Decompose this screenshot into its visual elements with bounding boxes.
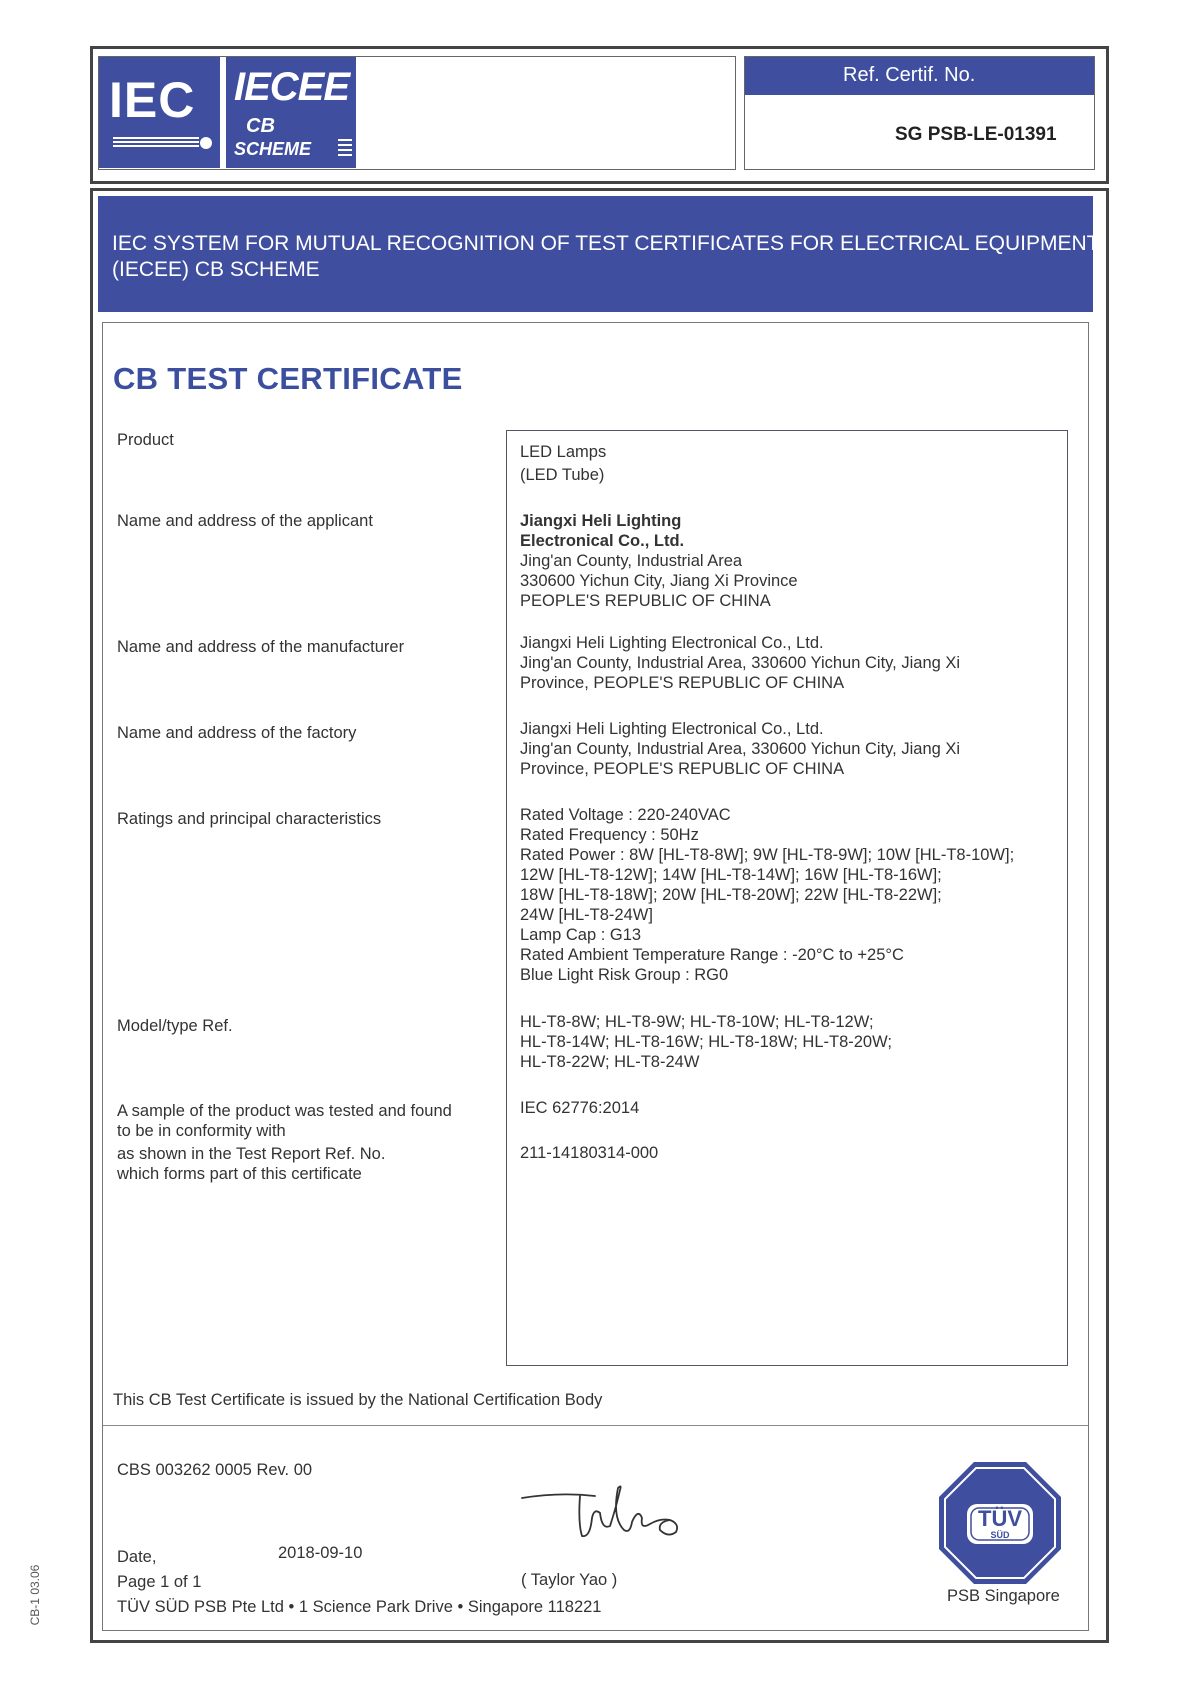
- value-applicant-name-line1: Jiangxi Heli Lighting: [520, 512, 682, 530]
- scheme-logo-text: SCHEME: [234, 139, 312, 159]
- value-product-line2: (LED Tube): [520, 466, 605, 484]
- value-applicant-line5: PEOPLE'S REPUBLIC OF CHINA: [520, 592, 771, 610]
- psb-singapore: PSB Singapore: [947, 1587, 1060, 1605]
- iec-logo-text: IEC: [109, 72, 196, 128]
- system-banner-line2: (IECEE) CB SCHEME: [112, 258, 320, 281]
- value-model: [520, 1012, 892, 1072]
- value-report-number: 211-14180314-000: [520, 1144, 659, 1162]
- label-product: Product: [117, 431, 174, 449]
- certificate-title: CB TEST CERTIFICATE: [113, 361, 463, 396]
- value-applicant-line3: Jing'an County, Industrial Area: [520, 552, 743, 570]
- value-ratings-line7: Lamp Cap : G13: [520, 926, 642, 944]
- value-standard: IEC 62776:2014: [520, 1099, 640, 1117]
- ref-certif-box: [744, 56, 1095, 170]
- value-manufacturer: [520, 633, 960, 693]
- label-factory: Name and address of the factory: [117, 724, 357, 742]
- label-manufacturer: Name and address of the manufacturer: [117, 638, 405, 656]
- label-applicant: Name and address of the applicant: [117, 512, 373, 530]
- tuv-sud-logo: [937, 1460, 1063, 1586]
- value-ratings-line4: 12W [HL-T8-12W]; 14W [HL-T8-14W]; 16W [HL-T8-16W];: [520, 866, 942, 884]
- form-code: CB-1 03.06: [28, 1564, 42, 1626]
- value-ratings: [520, 805, 1014, 985]
- value-applicant-name-line2: Electronical Co., Ltd.: [520, 532, 685, 550]
- value-product: [520, 441, 606, 487]
- value-product-line1: LED Lamps: [520, 443, 607, 461]
- issuer-address: TÜV SÜD PSB Pte Ltd • 1 Science Park Drive • Singapore 118221: [117, 1598, 602, 1616]
- cb-logo-text: CB: [246, 115, 275, 137]
- iecee-logo-text: IECEE: [234, 65, 350, 109]
- value-ratings-line6: 24W [HL-T8-24W]: [520, 906, 653, 924]
- date-value: 2018-09-10: [278, 1544, 363, 1562]
- label-report-line2: which forms part of this certificate: [117, 1165, 362, 1183]
- value-factory-line2: Jing'an County, Industrial Area, 330600 Yichun City, Jiang Xi: [520, 740, 961, 758]
- iec-logo-dot: [200, 137, 212, 149]
- label-sample: [117, 1101, 452, 1184]
- separator-1: [103, 1425, 1088, 1426]
- value-ratings-line3: Rated Power : 8W [HL-T8-8W]; 9W [HL-T8-9W]; 10W [HL-T8-10W];: [520, 846, 1015, 864]
- ref-certif-label: Ref. Certif. No.: [843, 64, 976, 86]
- date-label: Date,: [117, 1548, 157, 1566]
- value-ratings-line9: Blue Light Risk Group : RG0: [520, 966, 729, 984]
- iec-logo: [99, 57, 220, 168]
- iecee-cb-scheme-logo: [226, 57, 356, 168]
- system-banner-line1: IEC SYSTEM FOR MUTUAL RECOGNITION OF TEST CERTIFICATES FOR ELECTRICAL EQUIPMENT: [112, 232, 1100, 255]
- ref-certif-label-bar: [745, 57, 1094, 95]
- value-ratings-line1: Rated Voltage : 220-240VAC: [520, 806, 731, 824]
- value-manufacturer-line3: Province, PEOPLE'S REPUBLIC OF CHINA: [520, 674, 845, 692]
- label-sample-line2: to be in conformity with: [117, 1122, 286, 1140]
- value-applicant: [520, 511, 798, 611]
- value-model-line2: HL-T8-14W; HL-T8-16W; HL-T8-18W; HL-T8-20W;: [520, 1033, 892, 1051]
- value-manufacturer-line2: Jing'an County, Industrial Area, 330600 Yichun City, Jiang Xi: [520, 654, 961, 672]
- label-ratings: Ratings and principal characteristics: [117, 810, 382, 828]
- value-ratings-line5: 18W [HL-T8-18W]; 20W [HL-T8-20W]; 22W [HL-T8-22W];: [520, 886, 942, 904]
- label-model: Model/type Ref.: [117, 1017, 233, 1035]
- value-ratings-line8: Rated Ambient Temperature Range : -20°C to +25°C: [520, 946, 904, 964]
- iec-logo-lines: [113, 137, 199, 149]
- value-model-line1: HL-T8-8W; HL-T8-9W; HL-T8-10W; HL-T8-12W;: [520, 1013, 874, 1031]
- sud-logo-text: SÜD: [990, 1530, 1010, 1540]
- value-factory-line1: Jiangxi Heli Lighting Electronical Co., Ltd.: [520, 720, 824, 738]
- tuv-logo-text: TÜV: [978, 1506, 1022, 1531]
- value-manufacturer-line1: Jiangxi Heli Lighting Electronical Co., Ltd.: [520, 634, 824, 652]
- issued-by-text: This CB Test Certificate is issued by the National Certification Body: [113, 1391, 603, 1409]
- value-factory-line3: Province, PEOPLE'S REPUBLIC OF CHINA: [520, 760, 845, 778]
- signatory-name: ( Taylor Yao ): [521, 1571, 618, 1589]
- value-applicant-line4: 330600 Yichun City, Jiang Xi Province: [520, 572, 798, 590]
- ref-certif-number: SG PSB-LE-01391: [895, 124, 1057, 145]
- system-banner: [98, 196, 1100, 312]
- scheme-logo-lines: [338, 139, 352, 159]
- value-model-line3: HL-T8-22W; HL-T8-24W: [520, 1053, 700, 1071]
- value-ratings-line2: Rated Frequency : 50Hz: [520, 826, 699, 844]
- signature: [520, 1478, 690, 1550]
- label-report-line1: as shown in the Test Report Ref. No.: [117, 1145, 386, 1163]
- cbs-reference: CBS 003262 0005 Rev. 00: [117, 1461, 313, 1479]
- page-number: Page 1 of 1: [117, 1573, 202, 1591]
- value-factory: [520, 719, 960, 779]
- label-sample-line1: A sample of the product was tested and found: [117, 1102, 452, 1120]
